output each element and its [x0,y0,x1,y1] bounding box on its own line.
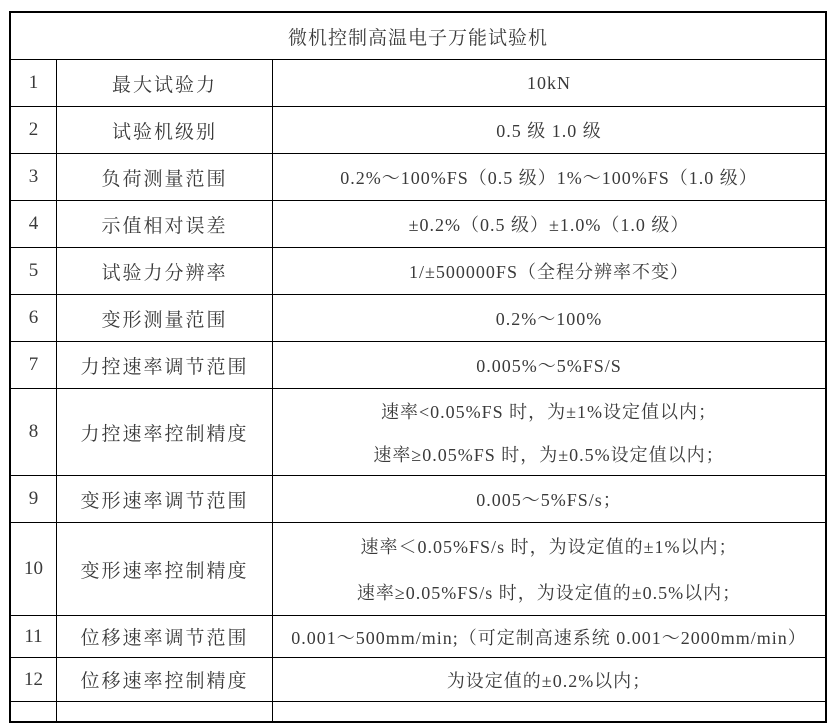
table-row-11 [11,615,825,657]
row-number: 12 [11,658,57,701]
spec-table [9,11,827,723]
spec-name: 负荷测量范围 [57,154,273,200]
row-number: 4 [11,201,57,247]
spec-name: 位移速率调节范围 [57,616,273,657]
spec-value: 0.2%～100% [495,309,603,329]
spec-value-line-2: 速率≥0.05%FS 时，为±0.5%设定值以内； [373,444,725,465]
table-row-4 [11,200,825,247]
spec-value: 1/±500000FS（全程分辨率不变） [409,262,689,282]
spec-value [273,702,825,721]
table-row-1 [11,59,825,106]
table-row-partial [11,701,825,721]
row-number: 5 [11,248,57,294]
table-row-5 [11,247,825,294]
spec-name: 示值相对误差 [57,201,273,247]
row-number: 1 [11,60,57,106]
spec-value-line-2: 速率≥0.05%FS/s 时，为设定值的±0.5%以内； [356,583,742,603]
table-title-row [11,13,825,59]
spec-name: 试验力分辨率 [57,248,273,294]
spec-name [57,702,273,721]
table-row-6 [11,294,825,341]
spec-name: 变形测量范围 [57,295,273,341]
row-number: 11 [11,616,57,657]
spec-value: ±0.2%（0.5 级）±1.0%（1.0 级） [408,215,690,235]
spec-value-line-1: 速率＜0.05%FS/s 时，为设定值的±1%以内； [360,537,738,557]
row-number: 6 [11,295,57,341]
spec-name: 最大试验力 [57,60,273,106]
table-row-8 [11,388,825,475]
spec-name: 试验机级别 [57,107,273,153]
table-row-2 [11,106,825,153]
row-number: 10 [11,523,57,615]
spec-value: 0.005%～5%FS/S [476,356,622,376]
table-row-12 [11,657,825,701]
table-row-7 [11,341,825,388]
spec-name: 位移速率控制精度 [57,658,273,701]
spec-value: 10kN [527,72,571,93]
spec-value: 0.001～500mm/min;（可定制高速系统 0.001～2000mm/min） [291,627,807,648]
spec-name: 力控速率控制精度 [57,389,273,475]
spec-value [273,523,825,615]
row-number: 7 [11,342,57,388]
spec-name: 变形速率控制精度 [57,523,273,615]
row-number: 3 [11,154,57,200]
spec-value: 为设定值的±0.2%以内； [446,670,652,691]
row-number: 9 [11,476,57,522]
table-title: 微机控制高温电子万能试验机 [287,27,548,49]
spec-value [273,389,825,475]
table-row-10 [11,522,825,615]
spec-value: 0.5 级 1.0 级 [496,121,602,141]
row-number [11,702,57,721]
spec-value: 0.005～5%FS/s； [476,490,622,510]
row-number: 8 [11,389,57,475]
spec-value: 0.2%～100%FS（0.5 级）1%～100%FS（1.0 级） [340,168,758,188]
spec-name: 力控速率调节范围 [57,342,273,388]
spec-value-line-1: 速率<0.05%FS 时，为±1%设定值以内； [380,401,718,422]
spec-name: 变形速率调节范围 [57,476,273,522]
table-row-9 [11,475,825,522]
row-number: 2 [11,107,57,153]
table-row-3 [11,153,825,200]
